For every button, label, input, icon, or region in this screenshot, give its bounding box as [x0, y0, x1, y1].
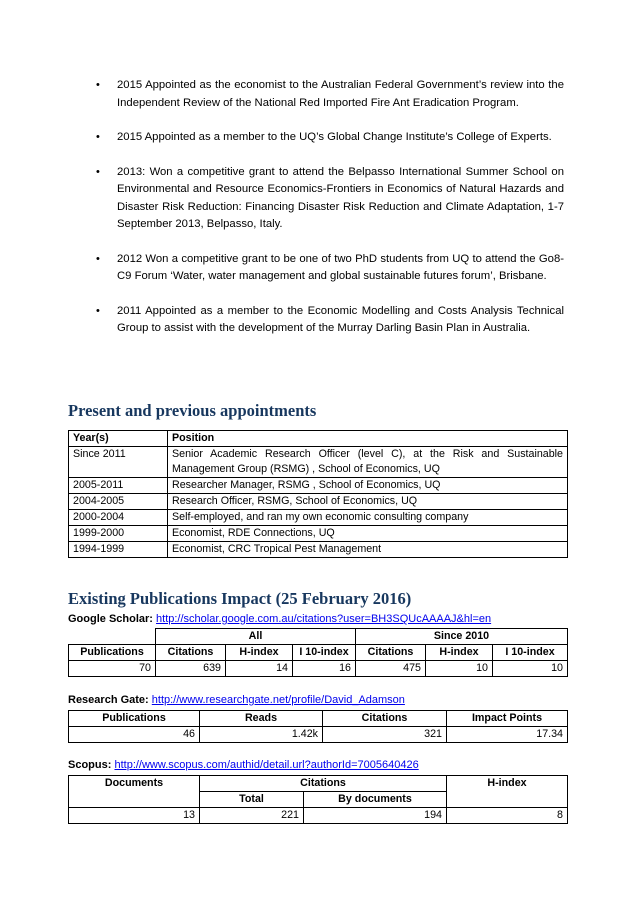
- table-row: [69, 510, 568, 526]
- value-cell: 10: [426, 661, 493, 677]
- group-header-all: All: [156, 629, 356, 645]
- value-cell: 194: [304, 808, 447, 824]
- value-cell: 14: [226, 661, 293, 677]
- table-header-row: [69, 431, 568, 447]
- position-cell: Economist, RDE Connections, UQ: [168, 526, 568, 542]
- list-item: [96, 129, 564, 147]
- list-item: [96, 164, 564, 234]
- table-header-row: [69, 776, 568, 792]
- empty-cell: [69, 629, 156, 645]
- google-scholar-table: [68, 628, 568, 677]
- value-cell: 8: [447, 808, 568, 824]
- column-header-documents: Documents: [69, 776, 200, 808]
- column-header: I 10-index: [493, 645, 568, 661]
- column-header-h-index: H-index: [447, 776, 568, 808]
- year-cell: 1994-1999: [69, 542, 168, 558]
- position-cell: Senior Academic Research Officer (level C), at the Risk and Sustainable Management Group (RSMG) , School of Economics, UQ: [168, 447, 568, 478]
- list-item: [96, 303, 564, 338]
- year-cell: 1999-2000: [69, 526, 168, 542]
- table-row: [69, 727, 568, 743]
- list-item-text: 2013: Won a competitive grant to attend the Belpasso International Summer School on Environmental and Resource Economics-Frontiers in Economics of Natural Hazards and Disaster Risk Reduction: Financing Disaster Risk Reduction and Climate Adaptation, 1-7 September 2013, Belpasso, Italy.: [117, 165, 564, 230]
- value-cell: 221: [200, 808, 304, 824]
- column-header-total: Total: [200, 792, 304, 808]
- value-cell: 10: [493, 661, 568, 677]
- column-header-year: Year(s): [69, 431, 168, 447]
- table-row: [69, 808, 568, 824]
- scopus-line: [68, 759, 419, 771]
- table-row: [69, 526, 568, 542]
- column-header: I 10-index: [293, 645, 356, 661]
- bullet-icon: •: [96, 131, 100, 143]
- scopus-table: [68, 775, 568, 824]
- value-cell: 321: [323, 727, 447, 743]
- group-header-since-2010: Since 2010: [356, 629, 568, 645]
- column-header-citations: Citations: [200, 776, 447, 792]
- value-cell: 639: [156, 661, 226, 677]
- year-cell: 2005-2011: [69, 478, 168, 494]
- column-header-by-documents: By documents: [304, 792, 447, 808]
- list-item-text: 2015 Appointed as the economist to the Australian Federal Government’s review into the Independent Review of the National Red Imported Fire Ant Eradication Program.: [117, 79, 564, 109]
- position-cell: Researcher Manager, RSMG , School of Economics, UQ: [168, 478, 568, 494]
- table-row: [69, 542, 568, 558]
- value-cell: 1.42k: [200, 727, 323, 743]
- table-header-row: [69, 711, 568, 727]
- year-cell: 2000-2004: [69, 510, 168, 526]
- research-gate-link[interactable]: http://www.researchgate.net/profile/David_Adamson: [151, 694, 405, 706]
- scopus-link[interactable]: http://www.scopus.com/authid/detail.url?authorId=7005640426: [114, 759, 419, 771]
- appointments-table: [68, 430, 568, 558]
- position-cell: Economist, CRC Tropical Pest Management: [168, 542, 568, 558]
- list-item-text: 2012 Won a competitive grant to be one of two PhD students from UQ to attend the Go8-C9 Forum ‘Water, water management and global sustainable futures forum’, Brisbane.: [117, 252, 564, 282]
- column-header: Citations: [323, 711, 447, 727]
- column-header: H-index: [226, 645, 293, 661]
- position-cell: Self-employed, and ran my own economic consulting company: [168, 510, 568, 526]
- table-row: [69, 478, 568, 494]
- value-cell: 46: [69, 727, 200, 743]
- bullet-icon: •: [96, 165, 100, 178]
- google-scholar-label: Google Scholar:: [68, 613, 153, 625]
- value-cell: 17.34: [447, 727, 568, 743]
- research-gate-label: Research Gate:: [68, 694, 149, 706]
- bullet-icon: •: [96, 79, 100, 91]
- table-group-row: [69, 629, 568, 645]
- column-header-position: Position: [168, 431, 568, 447]
- list-item: [96, 77, 564, 112]
- impact-heading: Existing Publications Impact (25 February 2016): [68, 589, 412, 608]
- column-header: Citations: [356, 645, 426, 661]
- column-header: Reads: [200, 711, 323, 727]
- year-cell: Since 2011: [69, 447, 168, 478]
- research-gate-line: [68, 694, 405, 706]
- list-item-text: 2015 Appointed as a member to the UQ’s Global Change Institute’s College of Experts.: [117, 131, 552, 143]
- bullet-icon: •: [96, 252, 100, 265]
- scopus-label: Scopus:: [68, 759, 112, 771]
- value-cell: 475: [356, 661, 426, 677]
- list-item: [96, 251, 564, 286]
- column-header: H-index: [426, 645, 493, 661]
- list-item-text: 2011 Appointed as a member to the Economic Modelling and Costs Analysis Technical Group to assist with the development of the Murray Darling Basin Plan in Australia.: [117, 304, 564, 334]
- value-cell: 13: [69, 808, 200, 824]
- table-row: [69, 661, 568, 677]
- value-cell: 16: [293, 661, 356, 677]
- column-header: Publications: [69, 645, 156, 661]
- achievements-list: [96, 77, 564, 355]
- table-row: [69, 494, 568, 510]
- column-header: Impact Points: [447, 711, 568, 727]
- column-header: Citations: [156, 645, 226, 661]
- position-cell: Research Officer, RSMG, School of Economics, UQ: [168, 494, 568, 510]
- value-cell: 70: [69, 661, 156, 677]
- table-row: [69, 447, 568, 478]
- table-header-row: [69, 645, 568, 661]
- appointments-heading: Present and previous appointments: [68, 401, 317, 420]
- research-gate-table: [68, 710, 568, 743]
- column-header: Publications: [69, 711, 200, 727]
- google-scholar-line: [68, 613, 491, 625]
- year-cell: 2004-2005: [69, 494, 168, 510]
- bullet-icon: •: [96, 304, 100, 317]
- google-scholar-link[interactable]: http://scholar.google.com.au/citations?user=BH3SQUcAAAAJ&hl=en: [156, 613, 492, 625]
